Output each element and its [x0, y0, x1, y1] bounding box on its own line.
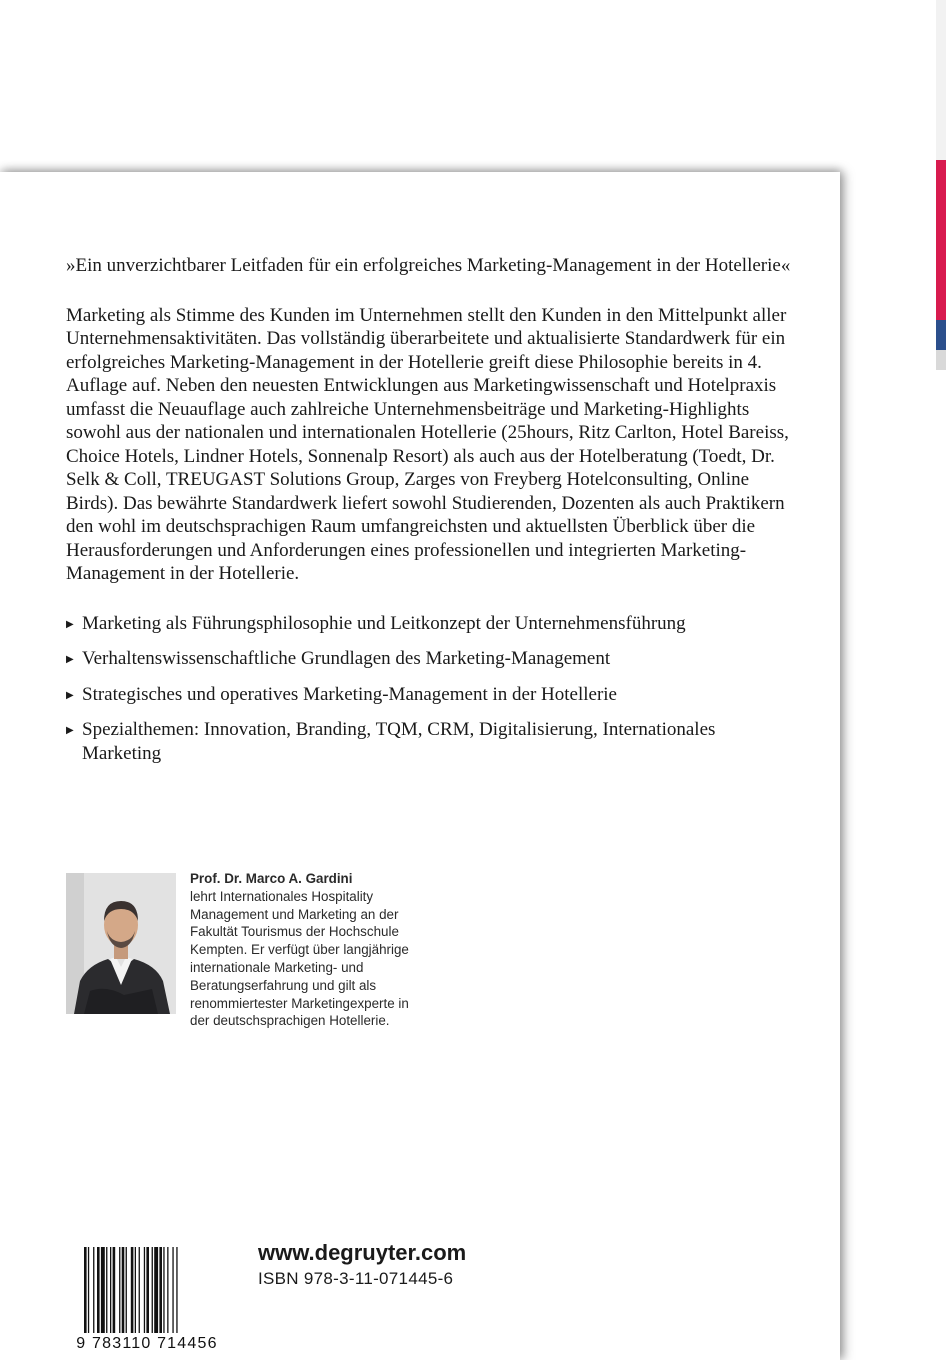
back-cover-content [66, 254, 796, 777]
barcode-bar [163, 1247, 164, 1339]
bullet-icon: ▶ [66, 654, 74, 665]
barcode-bar [154, 1247, 158, 1339]
feature-text: Strategisches und operatives Marketing-Management in der Hotellerie [82, 683, 617, 705]
author-name: Prof. Dr. Marco A. Gardini [190, 871, 353, 886]
barcode-bar [97, 1247, 100, 1339]
barcode-bar [101, 1247, 105, 1339]
bullet-icon: ▶ [66, 689, 74, 701]
author-portrait-icon [66, 873, 176, 1014]
barcode-bar [122, 1247, 125, 1339]
bullet-icon: ▶ [66, 725, 74, 736]
feature-text: Verhaltenswissenschaftliche Grundlagen des Marketing-Management [82, 648, 611, 669]
barcode-bar [159, 1247, 162, 1339]
barcode-bar [146, 1247, 149, 1339]
feature-item [66, 647, 796, 671]
author-photo [66, 873, 176, 1014]
feature-text: Spezialthemen: Innovation, Branding, TQM, CRM, Digitalisierung, Internationales Marketing [82, 719, 716, 764]
barcode-number: 9 783110 714456 [68, 1333, 226, 1355]
barcode-bar [144, 1247, 145, 1339]
feature-item [66, 612, 796, 636]
feature-text: Marketing als Führungsphilosophie und Leitkonzept der Unternehmensführung [82, 612, 686, 634]
back-cover-page [0, 172, 840, 1360]
barcode-bar [167, 1247, 168, 1339]
barcode-bar [106, 1247, 107, 1339]
publisher-url: www.degruyter.com [258, 1240, 467, 1265]
barcode-bar [139, 1247, 140, 1339]
barcode-bar [172, 1247, 173, 1339]
isbn-number: ISBN 978-3-11-071445-6 [258, 1269, 454, 1288]
barcode-bar [135, 1247, 136, 1339]
barcode-bar [126, 1247, 127, 1339]
cover-edge-stripe [936, 0, 946, 370]
author-bio [190, 870, 430, 1030]
barcode-bar [113, 1247, 116, 1339]
barcode-bar [119, 1247, 120, 1339]
feature-item [66, 718, 796, 765]
feature-list [66, 612, 796, 766]
barcode-bar [152, 1247, 153, 1339]
bullet-icon: ▶ [66, 618, 74, 630]
author-bio-text: lehrt Internationales Hospitality Management und Marketing an der Fakultät Tourismus der Hochschule Kempten. Er verfügt über langjährige internationale Marketing- und Beratungserfahrung und gilt als renommiertester Marketingexperte in der deutschsprachigen Hotellerie. [190, 888, 409, 1029]
book-description: Marketing als Stimme des Kunden im Unternehmen stellt den Kunden in den Mittelpunkt aller Unternehmensaktivitäten. Das vollständig überarbeitete und aktualisierte Standardwerk für ein erfolgreiches Marketing-Management in der Hotellerie greift diese Philosophie bereits in 4. Auflage auf. Neben den neuesten Entwicklungen aus Marketingwissenschaft und Hotelpraxis umfasst die Neuauflage auch zahlreiche Unternehmensbeiträge und Marketing-Highlights sowohl aus der nationalen und internationalen Hotellerie (25hours, Ritz Carlton, Hotel Bareiss, Choice Hotels, Lindner Hotels, Sonnenalp Resort) als auch aus der Hotelberatung (Toedt, Dr. Selk & Coll, TREUGAST Solutions Group, Zarges von Freyberg Hotelconsulting, Online Birds). Das bewährte Standardwerk liefert sowohl Studierenden, Dozenten als auch Praktikern den wohl im deutschsprachigen Raum umfangreichsten und aktuellsten Überblick über die Herausforderungen und Anforderungen eines professionellen und integrierten Marketing-Management in der Hotellerie. [66, 304, 789, 584]
praise-quote: »Ein unverzichtbarer Leitfaden für ein erfolgreiches Marketing-Management in der Hotellerie« [66, 255, 791, 276]
barcode-bar [110, 1247, 111, 1339]
barcode-bar [93, 1247, 94, 1339]
feature-item [66, 683, 796, 707]
